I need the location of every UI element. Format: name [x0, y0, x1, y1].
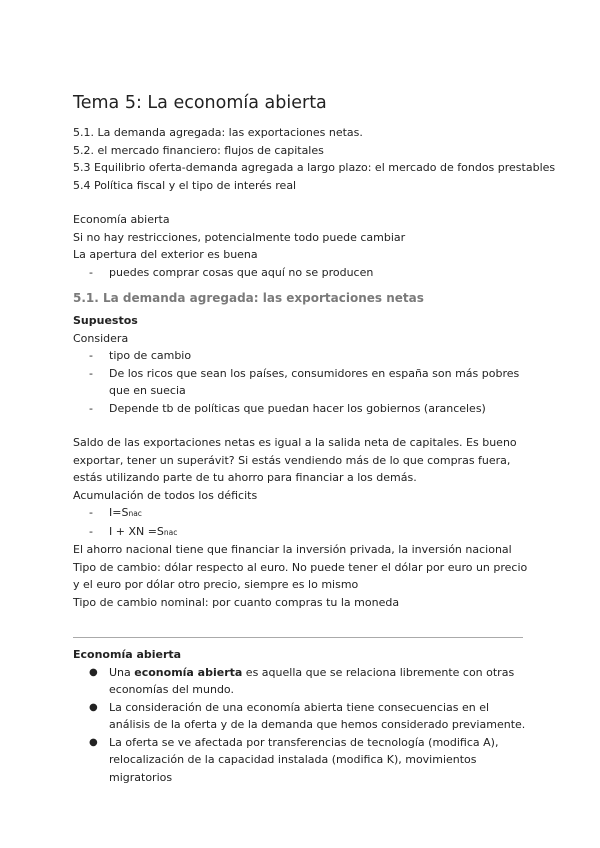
list-item	[73, 504, 533, 523]
equation-2: I + XN =S	[109, 524, 164, 538]
tipo-nominal-line: Tipo de cambio nominal: por cuanto compras tu la moneda	[73, 595, 400, 609]
intro-line-1: Economía abierta	[73, 213, 170, 226]
text-run: es aquella que se relaciona libremente con otras economías del mundo.	[109, 665, 515, 696]
dash-marker: -	[89, 349, 93, 362]
list-item	[73, 400, 533, 418]
intro-line-3: La apertura del exterior es buena	[73, 248, 258, 261]
intro-line-2: Si no hay restricciones, potencialmente todo puede cambiar	[73, 230, 406, 244]
list-item-text: Depende tb de políticas que puedan hacer los gobiernos (aranceles)	[109, 401, 486, 415]
dash-marker: -	[89, 366, 93, 380]
horizontal-divider	[73, 637, 523, 638]
considera-list	[73, 347, 533, 417]
text-run: Una	[109, 665, 135, 679]
list-item-text: puedes comprar cosas que aquí no se producen	[109, 265, 374, 279]
equation-list	[73, 504, 533, 541]
dash-marker: -	[89, 506, 93, 519]
toc-item-4: 5.4 Política fiscal y el tipo de interés real	[73, 178, 297, 192]
list-item	[73, 699, 533, 734]
spacer	[73, 194, 533, 211]
list-item-text: La oferta se ve afectada por transferencias de tecnología (modifica A), relocalización de la capacidad instalada (modifica K), movimientos migratorios	[109, 735, 499, 784]
list-item-text	[109, 666, 514, 697]
dash-marker: -	[89, 524, 93, 538]
list-item	[73, 347, 533, 365]
list-item	[73, 264, 533, 282]
toc-item-1: 5.1. La demanda agregada: las exportaciones netas.	[73, 126, 363, 139]
dash-marker: -	[89, 265, 93, 279]
document-page	[73, 92, 556, 786]
considera-label: Considera	[73, 331, 129, 345]
bullet-marker: ●	[89, 701, 98, 713]
spacer	[73, 417, 533, 434]
toc-item-2: 5.2. el mercado financiero: flujos de capitales	[73, 143, 324, 157]
equation-1-subscript: nac	[128, 509, 142, 518]
list-item	[73, 664, 533, 699]
intro-list	[73, 264, 533, 282]
list-item	[73, 523, 533, 542]
saldo-paragraph: Saldo de las exportaciones netas es igual a la salida neta de capitales. Es bueno exportar, tener un superávit? Si estás vendiendo más de lo que compras fuera, estás utilizando parte de tu ahorro para financiar a los demás.	[73, 436, 517, 484]
list-item	[73, 734, 533, 787]
toc-item-3: 5.3 Equilibrio oferta-demanda agregada a largo plazo: el mercado de fondos prestables	[73, 161, 556, 174]
supuestos-heading: Supuestos	[73, 314, 138, 327]
acumulacion-line: Acumulación de todos los déficits	[73, 488, 258, 502]
list-item-text: La consideración de una economía abierta tiene consecuencias en el análisis de la oferta y de la demanda que hemos considerado previamente.	[109, 700, 526, 731]
list-item	[73, 365, 533, 400]
list-item-text: tipo de cambio	[109, 349, 192, 362]
list-item-text: De los ricos que sean los países, consumidores en españa son más pobres que en suecia	[109, 366, 520, 397]
bold-term: economía abierta	[134, 665, 243, 679]
section-heading-5-1: 5.1. La demanda agregada: las exportaciones netas	[73, 291, 424, 305]
economia-abierta-list	[73, 664, 533, 787]
page-title: Tema 5: La economía abierta	[73, 93, 327, 113]
ahorro-line: El ahorro nacional tiene que financiar la inversión privada, la inversión nacional	[73, 543, 512, 556]
bullet-marker: ●	[89, 736, 98, 748]
bullet-marker: ●	[89, 666, 98, 678]
section-heading-economia-abierta: Economía abierta	[73, 648, 182, 661]
tipo-cambio-paragraph: Tipo de cambio: dólar respecto al euro. No puede tener el dólar por euro un precio y el euro por dólar otro precio, siempre es lo mismo	[73, 560, 528, 591]
equation-1: I=S	[109, 506, 129, 519]
dash-marker: -	[89, 401, 93, 415]
equation-2-subscript: nac	[163, 527, 178, 537]
